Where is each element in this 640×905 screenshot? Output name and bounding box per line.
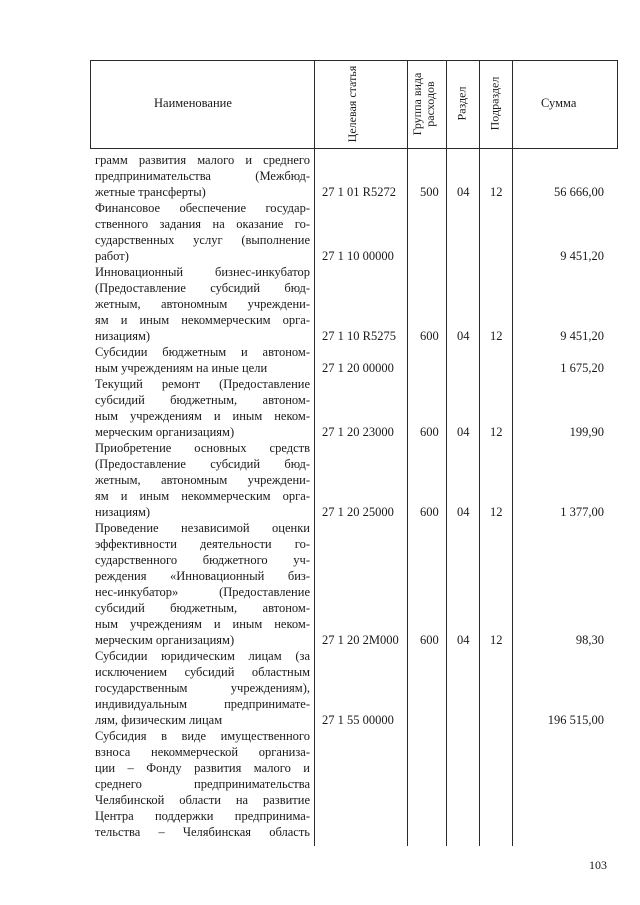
header-sum: Сумма bbox=[541, 96, 577, 110]
row-1-code: 27 1 01 R5272 bbox=[322, 185, 396, 199]
row-3-sum: 9 451,20 bbox=[560, 329, 604, 343]
row-6-group: 600 bbox=[420, 505, 439, 519]
row-1-subsection: 12 bbox=[490, 185, 503, 199]
row-7-group: 600 bbox=[420, 633, 439, 647]
row-7-section: 04 bbox=[457, 633, 470, 647]
row-6-name: Приобретение основных средств (Предоставление субсидий бюд- жетным, автономным учреждени- ям и иным некоммерческим орга- низациям) bbox=[95, 441, 310, 519]
row-6-section: 04 bbox=[457, 505, 470, 519]
row-5-sum: 199,90 bbox=[569, 425, 604, 439]
code-column-divider bbox=[407, 60, 408, 846]
row-4-code: 27 1 20 00000 bbox=[322, 361, 394, 375]
header-code: Целевая статья bbox=[345, 65, 359, 143]
row-5-name: Текущий ремонт (Предоставление субсидий бюджетным, автоном- ным учреждениям и иным неком- мерческим организациям) bbox=[95, 377, 310, 439]
header-subsection: Подраздел bbox=[487, 76, 502, 131]
row-5-group: 600 bbox=[420, 425, 439, 439]
row-3-group: 600 bbox=[420, 329, 439, 343]
row-2-sum: 9 451,20 bbox=[560, 249, 604, 263]
subsection-column-divider bbox=[512, 60, 513, 846]
row-3-name: Инновационный бизнес-инкубатор (Предоставление субсидий бюд- жетным, автономным учреждени- ям и иным некоммерческим орга- низациям) bbox=[95, 265, 310, 343]
table-top-border bbox=[90, 60, 618, 61]
table-right-border bbox=[617, 60, 618, 148]
row-7-sum: 98,30 bbox=[575, 633, 604, 647]
row-8-code: 27 1 55 00000 bbox=[322, 713, 394, 727]
row-5-code: 27 1 20 23000 bbox=[322, 425, 394, 439]
row-8-name: Субсидии юридическим лицам (за исключением субсидий областным государственным учреждениям), индивидуальным предпринимате- лям, физическим лицам bbox=[95, 649, 310, 727]
row-6-sum: 1 377,00 bbox=[560, 505, 604, 519]
group-column-divider bbox=[446, 60, 447, 846]
row-1-section: 04 bbox=[457, 185, 470, 199]
row-3-subsection: 12 bbox=[490, 329, 503, 343]
row-3-section: 04 bbox=[457, 329, 470, 343]
row-7-subsection: 12 bbox=[490, 633, 503, 647]
header-bottom-border bbox=[90, 148, 618, 149]
section-column-divider bbox=[479, 60, 480, 846]
row-2-code: 27 1 10 00000 bbox=[322, 249, 394, 263]
header-group: Группа вида расходов bbox=[410, 72, 437, 136]
row-1-name: грамм развития малого и среднего предпринимательства (Межбюд- жетные трансферты) bbox=[95, 153, 310, 199]
header-section: Раздел bbox=[454, 86, 469, 121]
row-2-name: Финансовое обеспечение государ- ственного задания на оказание го- сударственных услуг (выполнение работ) bbox=[95, 201, 310, 263]
row-7-code: 27 1 20 2M000 bbox=[322, 633, 399, 647]
row-1-sum: 56 666,00 bbox=[554, 185, 604, 199]
row-4-name: Субсидии бюджетным и автоном- ным учреждениям на иные цели bbox=[95, 345, 310, 375]
row-6-code: 27 1 20 25000 bbox=[322, 505, 394, 519]
name-column-divider bbox=[314, 60, 315, 846]
page-number: 103 bbox=[589, 858, 607, 872]
row-6-subsection: 12 bbox=[490, 505, 503, 519]
row-1-group: 500 bbox=[420, 185, 439, 199]
row-7-name: Проведение независимой оценки эффективности деятельности го- сударственного бюджетного уч- реждения «Инновационный биз- нес-инкубатор» (Предоставление субсидий бюджетным, автоном- ным учреждениям и иным неком- мерческим организациям) bbox=[95, 521, 310, 647]
row-5-section: 04 bbox=[457, 425, 470, 439]
row-5-subsection: 12 bbox=[490, 425, 503, 439]
header-name: Наименование bbox=[154, 96, 232, 110]
table-left-border bbox=[90, 60, 91, 148]
row-3-code: 27 1 10 R5275 bbox=[322, 329, 396, 343]
row-8-sum: 196 515,00 bbox=[547, 713, 604, 727]
row-4-sum: 1 675,20 bbox=[560, 361, 604, 375]
row-9-name: Субсидия в виде имущественного взноса некоммерческой организа- ции – Фонду развития малого и среднего предпринимательства Челябинской области на развитие Центра поддержки предпринима- тельства – Челябинская область bbox=[95, 729, 310, 839]
